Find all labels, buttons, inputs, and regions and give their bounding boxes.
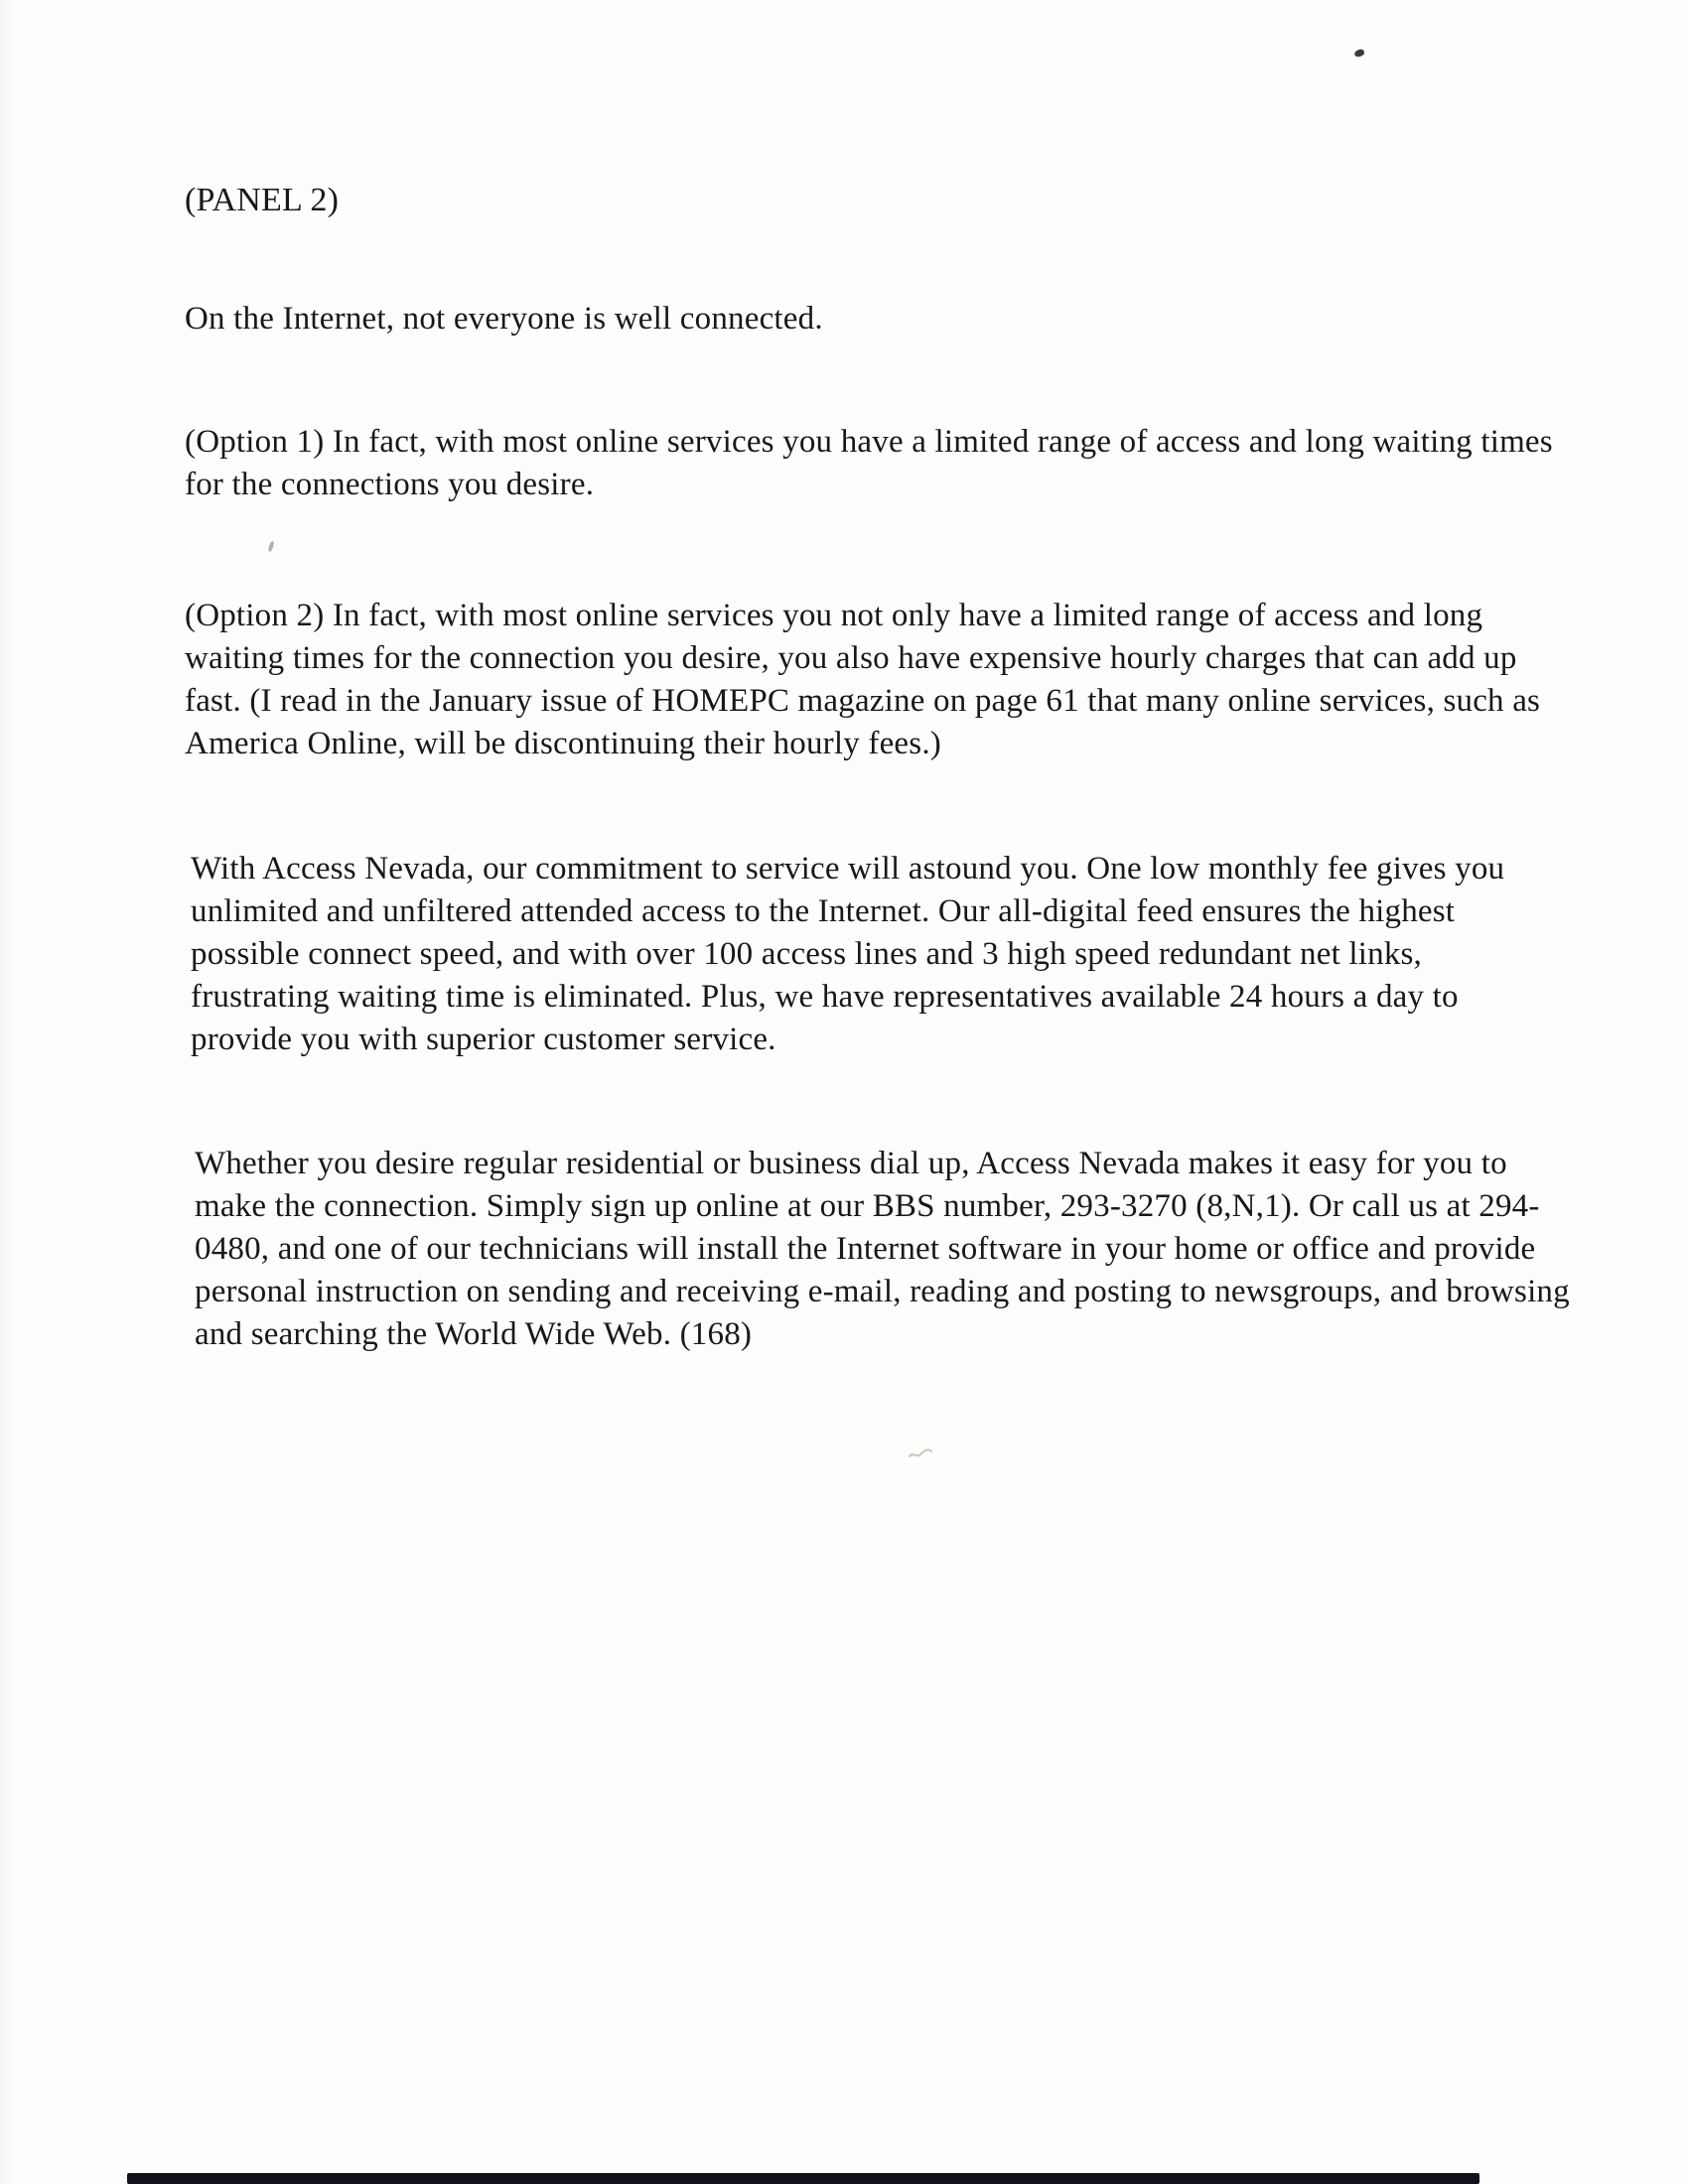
scan-edge-bar [127, 2173, 1479, 2184]
service-paragraph: With Access Nevada, our commitment to service will astound you. One low monthly fee gives you unlimited and unfiltered attended access to the Internet. Our all-digital feed ensures the highest possible connect speed, and with over 100 access lines and 3 high speed redundant net links, frustrating waiting time is eliminated. Plus, we have representatives available 24 hours a day to provide you with superior customer service. [191, 851, 1505, 1057]
signup-paragraph: Whether you desire regular residential or business dial up, Access Nevada makes it easy for you to make the connection. Simply sign up online at our BBS number, 293-3270 (8,N,1). Or call us at 294-0480, and one of our technicians will install the Internet software in your home or office and provide personal instruction on sending and receiving e-mail, reading and posting to newsgroups, and browsing and searching the World Wide Web. (168) [195, 1146, 1570, 1352]
option-1-paragraph: (Option 1) In fact, with most online services you have a limited range of access and long waiting times for the connections you desire. [185, 424, 1553, 502]
option-2-paragraph: (Option 2) In fact, with most online services you not only have a limited range of access and long waiting times for the connection you desire, you also have expensive hourly charges that can add up fast. (I read in the January issue of HOMEPC magazine on page 61 that many online services, such as America Online, will be discontinuing their hourly fees.) [185, 598, 1541, 761]
squiggle-shape [908, 1445, 933, 1461]
intro-line: On the Internet, not everyone is well connected. [185, 301, 823, 337]
scan-squiggle-mark [908, 1445, 933, 1461]
scan-speck-top-right [1353, 49, 1364, 58]
scan-speck-left [267, 541, 274, 553]
panel-heading: (PANEL 2) [185, 182, 340, 218]
